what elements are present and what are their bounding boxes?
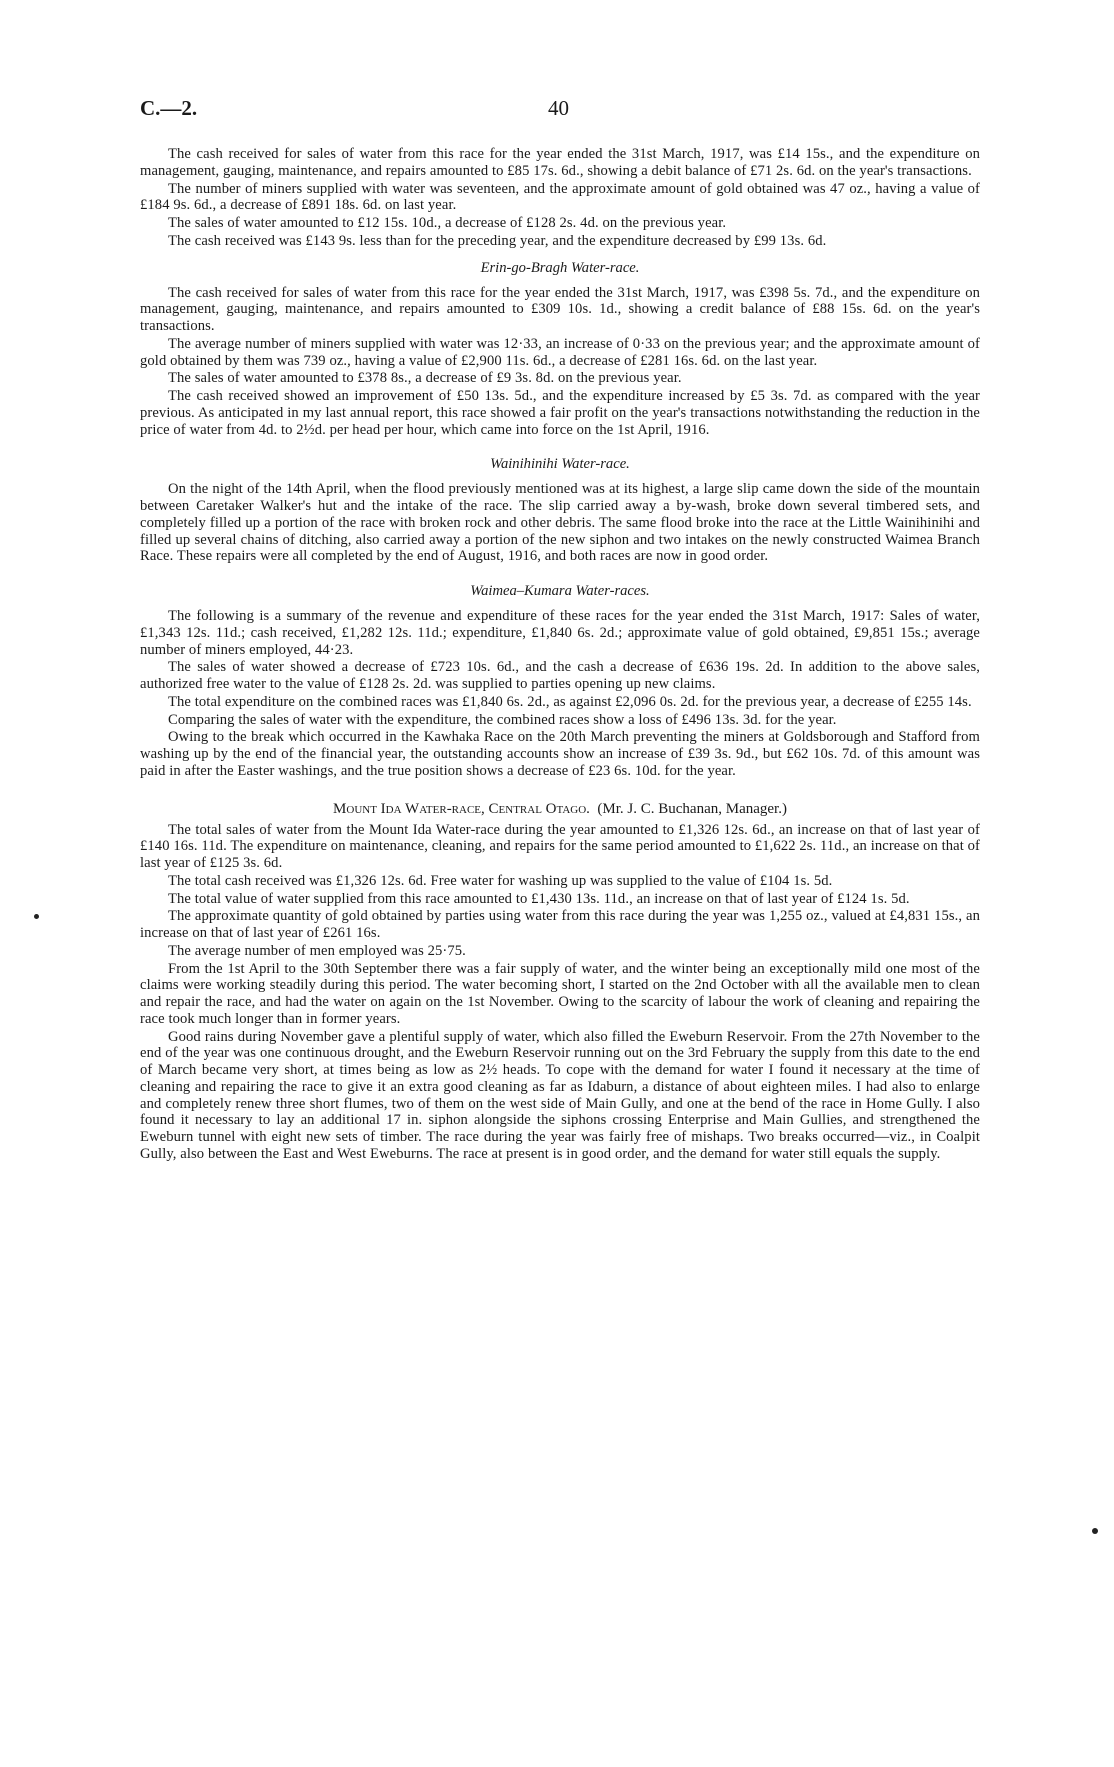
page-header <box>140 96 980 126</box>
paragraph: The sales of water amounted to £12 15s. 10d., a decrease of £128 2s. 4d. on the previous year. <box>168 215 727 231</box>
paragraph: The average number of miners supplied with water was 12·33, an increase of 0·33 on the previous year; and the approximate amount of gold obtained by them was 739 oz., having a value of £2,900 11s. 6d., a decrease of £281 16s. 6d. on the last year. <box>140 335 980 369</box>
paragraph: The approximate quantity of gold obtained by parties using water from this race during the year was 1,255 oz., valued at £4,831 15s., an increase on that of last year of £261 16s. <box>140 908 980 941</box>
paragraph: Comparing the sales of water with the expenditure, the combined races show a loss of £496 13s. 3d. for the year. <box>168 711 837 728</box>
waimea-kumara-section <box>140 583 980 780</box>
intro-section <box>140 146 980 250</box>
section-title: Mount Ida Water-race, Central Otago. <box>333 800 590 817</box>
paragraph: The following is a summary of the revenue and expenditure of these races for the year ended the 31st March, 1917: Sales of water, £1,343 12s. 11d.; cash received, £1,282 12s. 11d.; expenditure, £1,840 6s. 2d.; approximate value of gold obtained, £9,851 15s.; average number of miners employed, 44·23. <box>140 608 980 658</box>
paragraph: The sales of water amounted to £378 8s., a decrease of £9 3s. 8d. on the previous year. <box>168 370 682 387</box>
margin-mark <box>1092 1528 1098 1534</box>
document-code: C.—2. <box>140 96 198 120</box>
paragraph: The number of miners supplied with water was seventeen, and the approximate amount of gold obtained was 47 oz., having a value of £184 9s. 6d., a decrease of £891 18s. 6d. on last year. <box>140 180 980 214</box>
paragraph: The cash received showed an improvement of £50 13s. 5d., and the expenditure increased by £5 3s. 7d. as compared with the year previous. As anticipated in my last annual report, this race showed a fair profit on the year's transactions notwithstanding the reduction in the price of water from 4d. to 2½d. per head per hour, which came into force on the 1st April, 1916. <box>140 388 980 438</box>
paragraph: The total cash received was £1,326 12s. 6d. Free water for washing up was supplied to the value of £104 1s. 5d. <box>168 872 833 889</box>
section-heading: Waimea–Kumara Water-races. <box>470 583 650 599</box>
section-heading: Erin-go-Bragh Water-race. <box>480 259 640 276</box>
section-heading <box>140 800 980 818</box>
paragraph: The cash received for sales of water from this race for the year ended the 31st March, 1917, was £398 5s. 7d., and the expenditure on management, gauging, maintenance, and repairs amounted to £309 10s. 1d., showing a credit balance of £88 15s. 6d. on the year's transactions. <box>140 284 980 334</box>
page-body <box>140 146 980 1164</box>
paragraph: The total expenditure on the combined races was £1,840 6s. 2d., as against £2,096 0s. 2d. for the previous year, a decrease of £255 14s. <box>168 693 972 710</box>
erin-go-bragh-section <box>140 260 980 439</box>
manager-note: (Mr. J. C. Buchanan, Manager.) <box>597 800 787 817</box>
wainihinihi-section <box>140 456 980 565</box>
paragraph: From the 1st April to the 30th September there was a fair supply of water, and the winter being an exceptionally mild one most of the claims were working steadily during this period. The water becoming short, I started on the 2nd October with all the available men to clean and repair the race, and had the water on again on the 1st November. Owing to the scarcity of labour the work of cleaning and repairing the race took much longer than in former years. <box>140 960 980 1027</box>
paragraph: Owing to the break which occurred in the Kawhaka Race on the 20th March preventing the miners at Goldsborough and Stafford from washing up by the end of the financial year, the outstanding accounts show an increase of £39 3s. 9d., but £62 10s. 7d. of this amount was paid in after the Easter washings, and the true position shows a decrease of £23 6s. 10d. for the year. <box>140 729 980 779</box>
paragraph: The total sales of water from the Mount Ida Water-race during the year amounted to £1,326 12s. 6d., an increase on that of last year of £140 16s. 11d. The expenditure on maintenance, cleaning, and repairs for the same period amounted to £1,622 2s. 11d., an increase on that of last year of £125 3s. 6d. <box>140 821 980 871</box>
mount-ida-section <box>140 800 980 1163</box>
paragraph: The cash received was £143 9s. less than for the preceding year, and the expenditure decreased by £99 13s. 6d. <box>168 232 827 249</box>
section-heading: Wainihinihi Water-race. <box>490 456 630 473</box>
page-number: 40 <box>548 96 569 120</box>
margin-mark <box>34 914 39 919</box>
paragraph: The average number of men employed was 25·75. <box>168 942 466 959</box>
paragraph: Good rains during November gave a plentiful supply of water, which also filled the Eweburn Reservoir. From the 27th November to the end of the year was one continuous drought, and the Eweburn Reservoir running out on the 3rd February the supply from this date to the end of March became very short, at times being as low as 2½ heads. To cope with the demand for water I found it necessary at the time of cleaning and repairing the race to give it an extra good cleaning as far as Idaburn, a distance of about eighteen miles. I had also to enlarge and completely renew three short flumes, two of them on the west side of Main Gully, and one at the bend of the race in Home Gully. I also found it necessary to lay an additional 17 in. siphon alongside the siphons crossing Enterprise and Main Gullies, and strengthened the Eweburn tunnel with eight new sets of timber. The race during the year was fairly free of mishaps. Two breaks occurred—viz., in Coalpit Gully, also between the East and West Eweburns. The race at present is in good order, and the demand for water still equals the supply. <box>140 1028 980 1162</box>
paragraph: On the night of the 14th April, when the flood previously mentioned was at its highest, a large slip came down the side of the mountain between Caretaker Walker's hut and the intake of the race. The slip carried away a by-wash, broke down several timbered sets, and completely filled up a portion of the race with broken rock and other debris. The same flood broke into the race at the Little Wainihinihi and filled up several chains of ditching, also carried away a portion of the new siphon and two intakes on the newly constructed Waimea Branch Race. These repairs were all completed by the end of August, 1916, and both races are now in good order. <box>140 481 980 565</box>
paragraph: The total value of water supplied from this race amounted to £1,430 13s. 11d., an increase on that of last year of £124 1s. 5d. <box>168 890 910 907</box>
paragraph: The sales of water showed a decrease of £723 10s. 6d., and the cash a decrease of £636 19s. 2d. In addition to the above sales, authorized free water to the value of £128 2s. 2d. was supplied to parties opening up new claims. <box>140 659 980 692</box>
paragraph: The cash received for sales of water from this race for the year ended the 31st March, 1917, was £14 15s., and the expenditure on management, gauging, maintenance, and repairs amounted to £85 17s. 6d., showing a debit balance of £71 2s. 6d. on the year's transactions. <box>140 146 980 179</box>
